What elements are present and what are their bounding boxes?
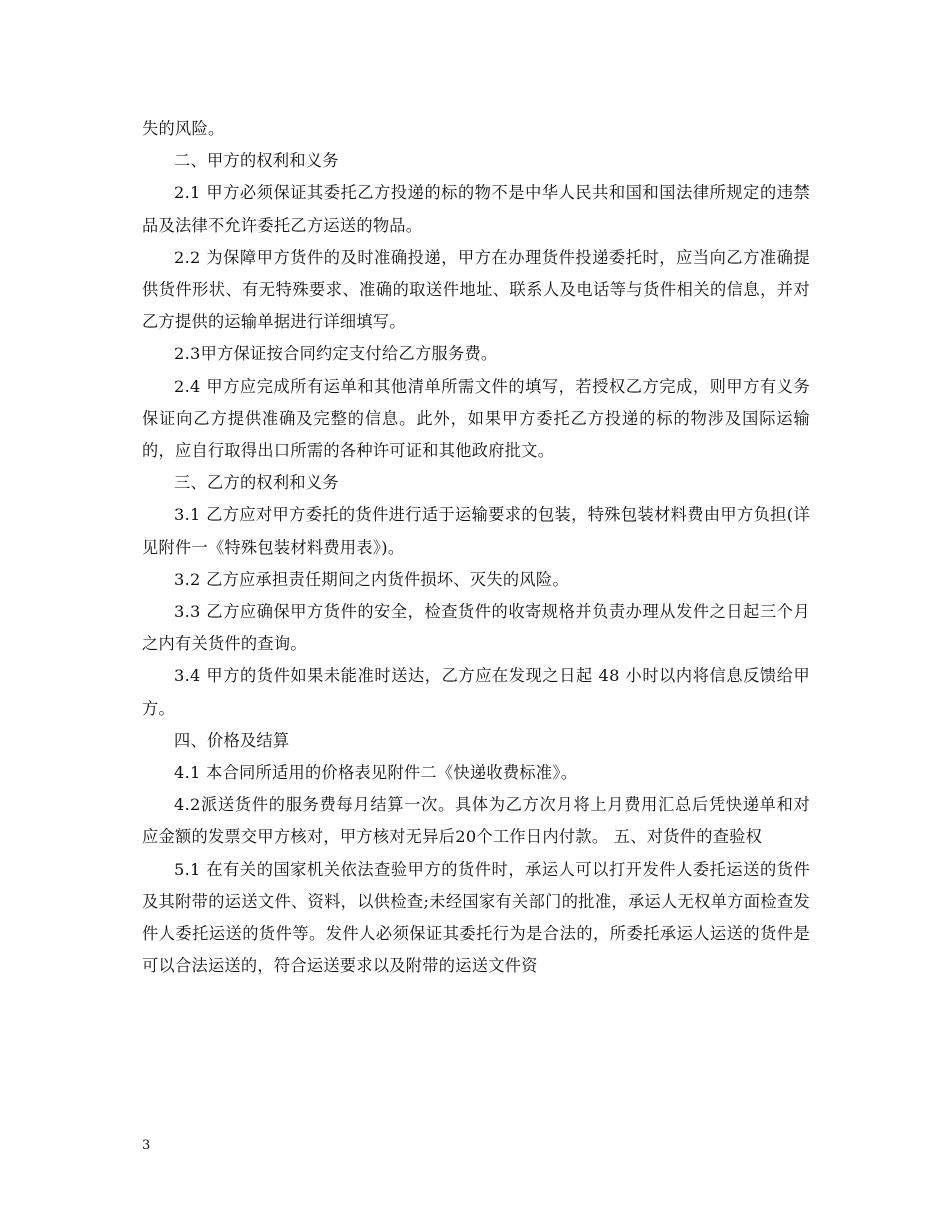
clause-2-1: 2.1 甲方必须保证其委托乙方投递的标的物不是中华人民共和国和国法律所规定的违禁品及法律不允许委托乙方运送的物品。 [142,183,810,235]
clause-2-2: 2.2 为保障甲方货件的及时准确投递，甲方在办理货件投递委托时，应当向乙方准确提供货件形状、有无特殊要求、准确的取送件地址、联系人及电话等与货件相关的信息，并对乙方提供的运输单据进行详细填写。 [142,247,810,332]
page-number: 3 [142,1138,151,1153]
section-heading-pricing: 四、价格及结算 [174,730,290,750]
clause-5-1: 5.1 在有关的国家机关依法查验甲方的货件时，承运人可以打开发件人委托运送的货件及其附带的运送文件、资料，以供检查;未经国家有关部门的批准，承运人无权单方面检查发件人委托运送的货件等。发件人必须保证其委托行为是合法的，所委托承运人运送的货件是可以合法运送的，符合运送要求以及附带的运送文件资 [142,859,810,976]
clause-3-2: 3.2 乙方应承担责任期间之内货件损坏、灭失的风险。 [174,569,569,589]
document-body [142,113,810,982]
clause-3-4: 3.4 甲方的货件如果未能准时送达，乙方应在发现之日起 48 小时以内将信息反馈给甲方。 [142,666,810,718]
paragraph-continuation: 失的风险。 [142,119,225,138]
clause-3-3: 3.3 乙方应确保甲方货件的安全，检查货件的收寄规格并负责办理从发件之日起三个月之内有关货件的查询。 [142,602,810,654]
clause-2-3: 2.3甲方保证按合同约定支付给乙方服务费。 [174,344,498,364]
clause-4-1: 4.1 本合同所适用的价格表见附件二《快递收费标准》。 [174,763,578,783]
clause-3-1: 3.1 乙方应对甲方委托的货件进行适于运输要求的包装，特殊包装材料费由甲方负担(详见附件一《特殊包装材料费用表》)。 [142,505,810,557]
section-heading-party-a: 二、甲方的权利和义务 [174,151,339,171]
clause-4-2: 4.2派送货件的服务费每月结算一次。具体为乙方次月将上月费用汇总后凭快递单和对应金额的发票交甲方核对，甲方核对无异后20个工作日内付款。 五、对货件的查验权 [142,795,810,847]
section-heading-party-b: 三、乙方的权利和义务 [174,473,339,493]
clause-2-4: 2.4 甲方应完成所有运单和其他清单所需文件的填写，若授权乙方完成，则甲方有义务保证向乙方提供准确及完整的信息。此外，如果甲方委托乙方投递的标的物涉及国际运输的，应自行取得出口所需的各种许可证和其他政府批文。 [142,376,810,461]
